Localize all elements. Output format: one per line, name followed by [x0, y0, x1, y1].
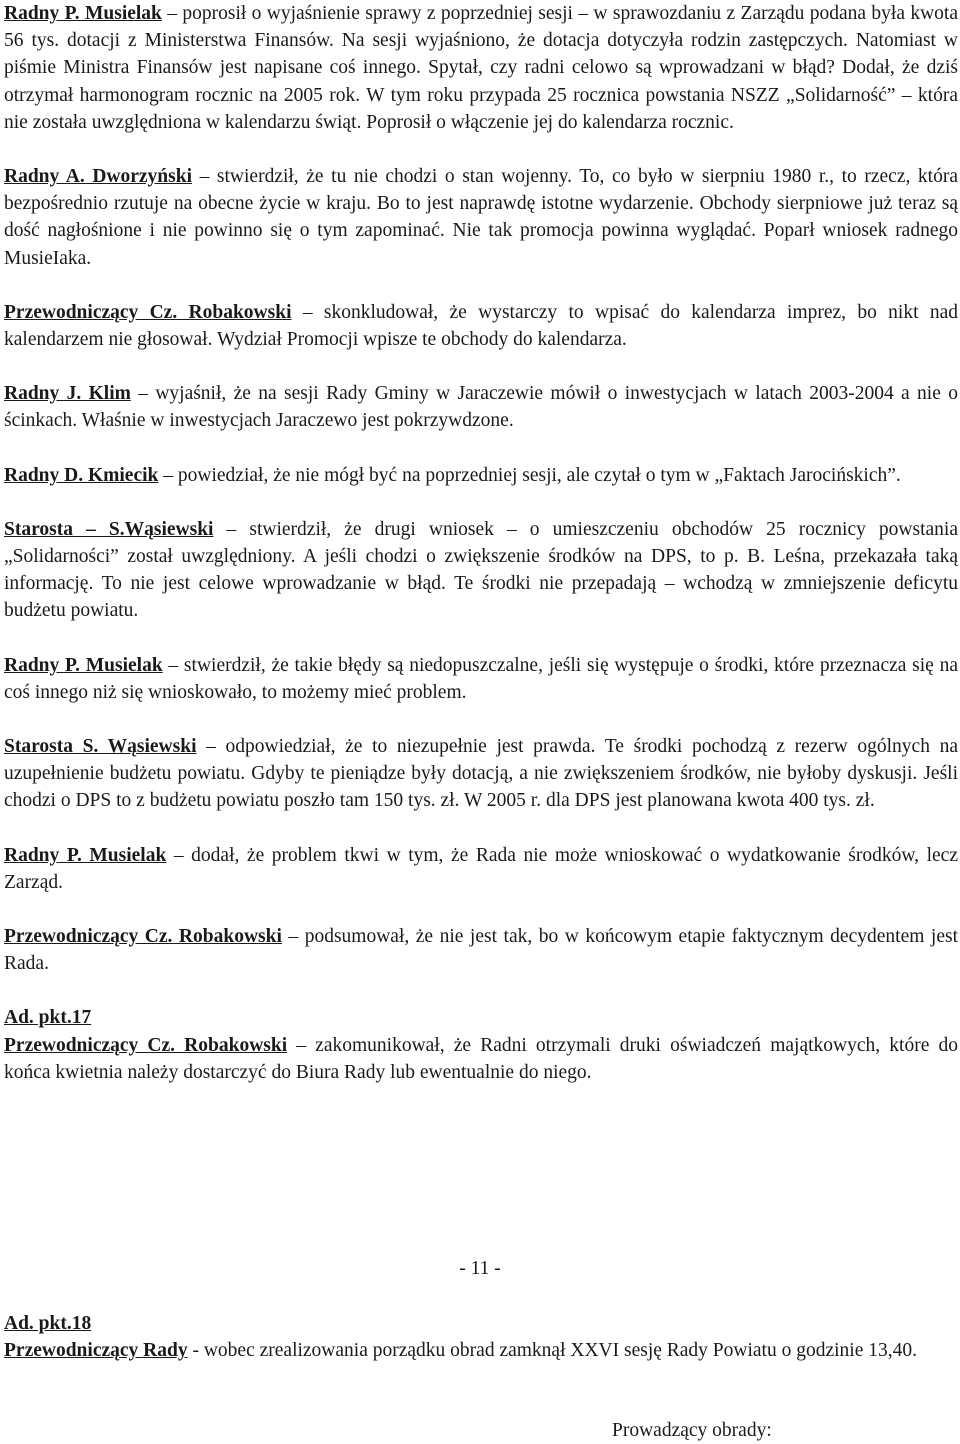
paragraph-kmiecik	[4, 462, 958, 489]
paragraph-text: – wyjaśnił, że na sesji Rady Gminy w Jaraczewie mówił o inwestycjach w latach 2003-2004 a nie o ścinkach. Właśnie w inwestycjach Jaraczewo jest pokrzywdzone.	[4, 383, 958, 432]
paragraph-text: – poprosił o wyjaśnienie sprawy z poprzedniej sesji – w sprawozdaniu z Zarządu podana była kwota 56 tys. dotacji z Ministerstwa Finansów. Na sesji wyjaśniono, że dotacja dotyczyła rodzin zastępczych. Natomiast w piśmie Ministra Finansów jest napisane coś innego. Spytał, czy radni celowo są wprowadzani w błąd? Dodał, że dziś otrzymał harmonogram rocznic na 2005 rok. W tym roku przypada 25 rocznica powstania NSZZ „Solidarność” – która nie została uwzględniona w kalendarzu świąt. Poprosił o włączenie jej do kalendarza rocznic.	[4, 3, 958, 133]
agenda-item-18	[4, 1310, 958, 1364]
paragraph-text: – stwierdził, że takie błędy są niedopuszczalne, jeśli się występuje o środki, które przeznacza się na coś innego niż się wnioskowało, to możemy mieć problem.	[4, 654, 958, 703]
agenda-heading: Ad. pkt.17	[4, 1007, 92, 1029]
speaker-name: Starosta S. Wąsiewski	[4, 736, 197, 758]
speaker-name: Przewodniczący Cz. Robakowski	[4, 301, 292, 323]
speaker-name: Przewodniczący Cz. Robakowski	[4, 926, 282, 948]
speaker-name: Starosta – S.Wąsiewski	[4, 518, 214, 540]
agenda-item-17	[4, 1004, 958, 1086]
paragraph-klim	[4, 380, 958, 434]
paragraph-text: – skonkludował, że wystarczy to wpisać do kalendarza imprez, bo nikt nad kalendarzem nie głosował. Wydział Promocji wpisze te obchody do kalendarza.	[4, 301, 958, 351]
paragraph-closing	[4, 1337, 958, 1364]
signature-label: Prowadzący obrady:	[612, 1420, 772, 1441]
speaker-name: Przewodniczący Rady	[4, 1340, 188, 1362]
paragraph-musielak-3	[4, 842, 958, 896]
speaker-name: Radny D. Kmiecik	[4, 464, 159, 486]
document-body	[4, 0, 958, 1086]
paragraph-robakowski-3	[4, 1032, 958, 1086]
paragraph-text: – dodał, że problem tkwi w tym, że Rada nie może wnioskować o wydatkowanie środków, lecz Zarząd.	[4, 844, 958, 893]
agenda-heading: Ad. pkt.18	[4, 1313, 92, 1334]
paragraph-text: - wobec zrealizowania porządku obrad zamknął XXVI sesję Rady Powiatu o godzinie 13,40.	[187, 1340, 917, 1362]
page-number: - 11 -	[459, 1258, 501, 1279]
speaker-name: Radny P. Musielak	[4, 3, 162, 24]
paragraph-text: – podsumował, że nie jest tak, bo w końcowym etapie faktycznym decydentem jest Rada.	[4, 926, 958, 975]
paragraph-dworzynski	[4, 163, 958, 272]
paragraph-musielak-2	[4, 652, 958, 706]
paragraph-robakowski-1	[4, 299, 958, 353]
speaker-name: Radny P. Musielak	[4, 654, 163, 676]
speaker-name: Radny A. Dworzyński	[4, 166, 192, 188]
paragraph-text: – stwierdził, że tu nie chodzi o stan wojenny. To, co było w sierpniu 1980 r., to rzecz, która bezpośrednio rzutuje na obecne życie w kraju. Bo to jest naprawdę istotne wydarzenie. Obchody sierpniowe już teraz są dość nagłośnione i nie powinno się o tym zapominać. Nie tak promocja powinna wyglądać. Poparł wniosek radnego MusieIaka.	[4, 166, 958, 269]
paragraph-text: – powiedział, że nie mógł być na poprzedniej sesji, ale czytał o tym w „Faktach Jarocińskich”.	[158, 464, 901, 486]
paragraph-wasiewski-1	[4, 516, 958, 625]
paragraph-robakowski-2	[4, 923, 958, 977]
paragraph-wasiewski-2	[4, 733, 958, 815]
paragraph-text: – stwierdził, że drugi wniosek – o umieszczeniu obchodów 25 rocznicy powstania „Solidarności” został uwzględniony. A jeśli chodzi o zwiększenie środków na DPS, to p. B. Leśna, przekazała taką informację. To nie jest celowe wprowadzanie w błąd. Te środki nie przepadają – wchodzą w zmniejszenie deficytu budżetu powiatu.	[4, 518, 958, 622]
paragraph-musielak-1	[4, 0, 958, 136]
paragraph-text: – odpowiedział, że to niezupełnie jest prawda. Te środki pochodzą z rezerw ogólnych na uzupełnienie budżetu powiatu. Gdyby te pieniądze były dotacją, a nie zwiększeniem środków, nie byłoby dyskusji. Jeśli chodzi o DPS to z budżetu powiatu poszło tam 150 tys. zł. W 2005 r. dla DPS jest planowana kwota 400 tys. zł.	[4, 736, 958, 812]
paragraph-text: – zakomunikował, że Radni otrzymali druki oświadczeń majątkowych, które do końca kwietnia należy dostarczyć do Biura Rady lub ewentualnie do niego.	[4, 1034, 958, 1083]
speaker-name: Radny P. Musielak	[4, 844, 167, 866]
speaker-name: Radny J. Klim	[4, 383, 131, 405]
speaker-name: Przewodniczący Cz. Robakowski	[4, 1034, 288, 1056]
